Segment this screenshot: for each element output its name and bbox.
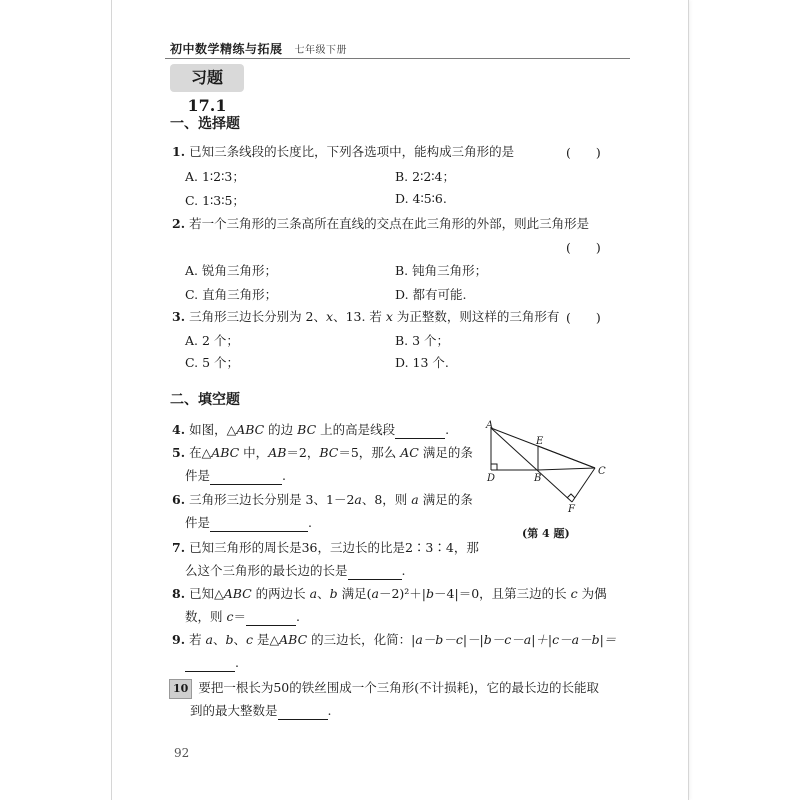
right-angle-mark-f (567, 494, 575, 498)
question-text: －4|＝0，且第三边的长 (434, 586, 571, 601)
question-text: ＝2， (286, 445, 320, 460)
answer-blank[interactable] (348, 565, 402, 580)
option-c: C. 直角三角形； (185, 287, 278, 302)
question-text: 若 (189, 632, 206, 647)
option-b: B. 2∶2∶4； (395, 169, 455, 184)
option-d: D. 4∶5∶6. (395, 191, 447, 206)
question-text: 是△ (253, 632, 280, 647)
question-number: 8. (172, 586, 186, 601)
section-fill-heading: 二、填空题 (170, 392, 240, 408)
question-text-b: 、13. 若 (333, 309, 386, 324)
question-6-line-2 (185, 514, 312, 532)
header-rule (165, 58, 630, 59)
question-text: 为偶 (577, 586, 607, 601)
question-text: 、8，则 (361, 492, 412, 507)
question-9-line-2 (185, 654, 239, 672)
var-bc: BC (297, 422, 317, 437)
question-number: 3. (172, 309, 186, 324)
question-text: 如图，△ (189, 422, 237, 437)
question-8-line-2 (185, 608, 300, 626)
question-text: 数，则 (185, 609, 227, 624)
answer-blank[interactable] (246, 611, 296, 626)
question-text: ＝ (233, 609, 247, 624)
question-text: 已知三角形的周长是36，三边长的比是2∶3∶4，那 (189, 540, 479, 555)
question-text: 要把一根长为50的铁丝围成一个三角形(不计损耗)，它的最长边的长能取 (198, 680, 599, 695)
running-header (170, 40, 347, 57)
var-a: a (309, 586, 318, 601)
label-c: C (598, 466, 606, 477)
option-d: D. 都有可能. (395, 287, 467, 302)
period: . (445, 422, 450, 437)
question-text: 三角形三边长分别是 3、1－2 (189, 492, 355, 507)
segment-bc (538, 468, 595, 470)
question-8 (172, 585, 607, 603)
question-number: 2. (172, 216, 186, 231)
question-text: 满足的条 (418, 492, 473, 507)
question-text: 的三边长，化简：| (307, 632, 416, 647)
question-2 (172, 215, 589, 233)
section-choice-heading: 一、选择题 (170, 116, 240, 132)
question-text: 满足( (337, 586, 372, 601)
answer-blank[interactable] (210, 470, 282, 485)
var-a: a (354, 492, 362, 507)
var-bc: BC (319, 445, 339, 460)
question-7 (172, 539, 479, 557)
var-abc: ABC (279, 632, 308, 647)
question-4 (172, 421, 449, 439)
question-text: 已知△ (189, 586, 224, 601)
period: . (327, 703, 332, 718)
option-c: C. 5 个； (185, 355, 239, 370)
var-abc: ABC (211, 445, 240, 460)
var-x: x (326, 309, 334, 324)
var-a: a (205, 632, 213, 647)
figure-caption: (第 4 题) (522, 527, 570, 540)
grade-label: 七年级下册 (294, 45, 348, 56)
answer-blank[interactable] (278, 705, 328, 720)
right-angle-mark-d (491, 464, 497, 470)
var-b: b (329, 586, 338, 601)
question-number: 5. (172, 445, 186, 460)
question-text: 么这个三角形的最长边的长是 (185, 563, 348, 578)
question-text: 若一个三角形的三条高所在直线的交点在此三角形的外部，则此三角形是 (189, 216, 590, 231)
option-c: C. 1∶3∶5； (185, 193, 245, 208)
question-9 (172, 631, 616, 649)
question-text: －2)²＋| (378, 586, 427, 601)
var-ac: AC (400, 445, 419, 460)
period: . (308, 515, 312, 530)
question-number: 4. (172, 422, 186, 437)
question-text: 到的最大整数是 (190, 703, 278, 718)
label-f: F (568, 504, 575, 513)
question-number: 7. (172, 540, 186, 555)
question-text: 的边 (264, 422, 298, 437)
question-1 (172, 143, 514, 161)
option-b: B. 3 个； (395, 333, 450, 348)
question-text-c: 为正整数，则这样的三角形有 (392, 309, 560, 324)
var-c: c (570, 586, 578, 601)
book-title: 初中数学精练与拓展 (170, 42, 283, 56)
segment-cf (572, 468, 595, 502)
separator: 、 (233, 632, 247, 647)
question-text: 上的高是线段 (316, 422, 396, 437)
option-b: B. 钝角三角形； (395, 263, 488, 278)
answer-paren: ( ) (566, 310, 601, 325)
answer-blank[interactable] (210, 517, 308, 532)
question-text: 件是 (185, 468, 211, 483)
answer-blank[interactable] (185, 657, 235, 672)
question-text: ＝5，那么 (338, 445, 401, 460)
option-a: A. 锐角三角形； (185, 263, 277, 278)
question-text: 的两边长 (251, 586, 310, 601)
exercise-title: 习题 17.1 (170, 64, 244, 92)
label-b: B (534, 473, 542, 484)
answer-paren: ( ) (566, 145, 601, 160)
segment-ec (538, 446, 595, 468)
period: . (296, 609, 300, 624)
option-a: A. 2 个； (185, 333, 239, 348)
question-text: 、 (317, 586, 330, 601)
answer-blank[interactable] (395, 424, 445, 439)
question-text-a: 三角形三边长分别为 2、 (189, 309, 326, 324)
question-text: 已知三条线段的长度比，下列各选项中，能构成三角形的是 (189, 144, 515, 159)
question-6 (172, 491, 473, 509)
option-d: D. 13 个. (395, 355, 449, 370)
question-3 (172, 308, 559, 326)
answer-paren: ( ) (566, 240, 601, 255)
period: . (401, 563, 406, 578)
var-abc: ABC (236, 422, 265, 437)
question-5-line-2 (185, 467, 286, 485)
var-a: a (371, 586, 379, 601)
var-x: x (385, 309, 393, 324)
question-number: 6. (172, 492, 186, 507)
var-c: c (246, 632, 254, 647)
question-7-line-2 (185, 562, 406, 580)
var-a: a (411, 492, 419, 507)
label-a: A (486, 420, 494, 431)
label-d: D (487, 473, 496, 484)
var-abc: ABC (223, 586, 252, 601)
question-text: 满足的条 (418, 445, 473, 460)
label-e: E (536, 436, 544, 447)
separator: 、 (213, 632, 226, 647)
triangle-figure (478, 418, 613, 513)
question-5 (172, 444, 473, 462)
question-text: 在△ (189, 445, 212, 460)
question-number: 1. (172, 144, 186, 159)
question-number-badge: 10 (169, 679, 192, 699)
page-number: 92 (174, 746, 190, 760)
question-10-line-2 (190, 702, 332, 720)
var-c: c (226, 609, 234, 624)
option-a: A. 1∶2∶3； (185, 169, 245, 184)
period: . (235, 655, 239, 670)
var-b: b (426, 586, 435, 601)
question-number: 9. (172, 632, 186, 647)
segment-af (491, 428, 572, 502)
var-b: b (225, 632, 234, 647)
question-text: 件是 (185, 515, 211, 530)
question-text: 中， (239, 445, 269, 460)
period: . (282, 468, 286, 483)
var-ab: AB (268, 445, 287, 460)
question-10 (169, 679, 599, 699)
expression: a－b－c|－|b－c－a|＋|c－a－b|＝ (415, 632, 617, 647)
